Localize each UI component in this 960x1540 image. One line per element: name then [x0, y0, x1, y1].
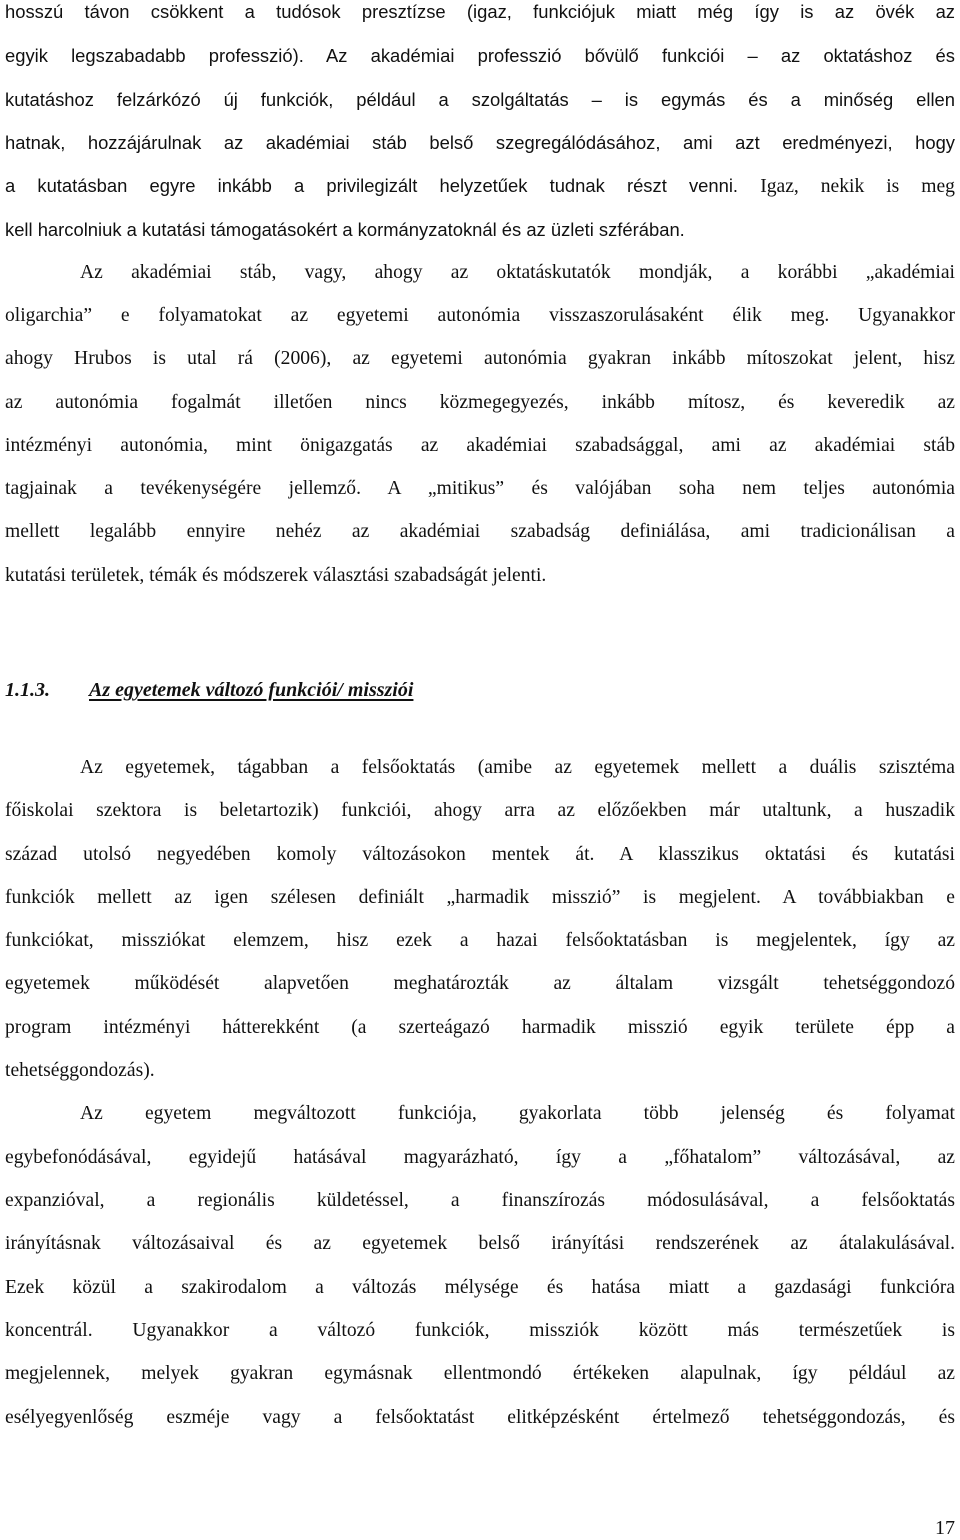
text-line: Az akadémiai stáb, vagy, ahogy az oktatáskutatók mondják, a korábbi „akadémiai	[80, 262, 955, 283]
text-line: mellett legalább ennyire nehéz az akadémiai szabadság definiálása, ami tradicionálisan a	[5, 521, 955, 542]
section-heading	[5, 678, 413, 702]
text-line: század utolsó negyedében komoly változásokon mentek át. A klasszikus oktatási és kutatási	[5, 844, 955, 865]
text-line: Az egyetem megváltozott funkciója, gyakorlata több jelenség és folyamat	[80, 1103, 955, 1124]
text-line: egyik legszabadabb professzió). Az akadémiai professzió bővülő funkciói – az oktatáshoz és	[5, 45, 955, 66]
text-line: hatnak, hozzájárulnak az akadémiai stáb belső szegregálódásához, ami azt eredményezi, hogy	[5, 132, 955, 153]
text-line: kutatási területek, témák és módszerek választási szabadságát jelenti.	[5, 565, 547, 586]
text-line: kell harcolniuk a kutatási támogatásokért a kormányzatoknál és az üzleti szférában.	[5, 219, 685, 240]
text-line: irányításnak változásaival és az egyetemek belső irányítási rendszerének az átalakulásával.	[5, 1233, 955, 1254]
text-line-tail: Igaz, nekik is meg	[760, 176, 955, 197]
text-line: intézményi autonómia, mint önigazgatás az akadémiai szabadsággal, ami az akadémiai stáb	[5, 435, 955, 456]
text-line: Az egyetemek, tágabban a felsőoktatás (amibe az egyetemek mellett a duális szisztéma	[80, 757, 955, 778]
text-line: főiskolai szektora is beletartozik) funkciói, ahogy arra az előzőekben már utaltunk, a huszadik	[5, 800, 955, 821]
text-line: koncentrál. Ugyanakkor a változó funkciók, missziók között más természetűek is	[5, 1320, 955, 1341]
text-line: esélyegyenlőség eszméje vagy a felsőoktatást elitképzésként értelmező tehetséggondozás, és	[5, 1407, 955, 1428]
text-line: az autonómia fogalmát illetően nincs közmegegyezés, inkább mítosz, és keveredik az	[5, 392, 955, 413]
text-line: Ezek közül a szakirodalom a változás mélysége és hatása miatt a gazdasági funkcióra	[5, 1277, 955, 1298]
text-line: oligarchia” e folyamatokat az egyetemi autonómia visszaszorulásaként élik meg. Ugyanakkor	[5, 305, 955, 326]
text-line: program intézményi hátterekként (a szerteágazó harmadik misszió egyik területe épp a	[5, 1017, 955, 1038]
text-line: funkciók mellett az igen szélesen definiált „harmadik misszió” is megjelent. A továbbiakban e	[5, 887, 955, 908]
text-line-head: a kutatásban egyre inkább a privilegizált helyzetűek tudnak részt venni.	[5, 175, 739, 196]
text-line: funkciókat, missziókat elemzem, hisz ezek a hazai felsőoktatásban is megjelentek, így az	[5, 930, 955, 951]
text-line: tehetséggondozás).	[5, 1060, 155, 1081]
section-title: Az egyetemek változó funkciói/ missziói	[89, 679, 414, 701]
text-line: kutatáshoz felzárkózó új funkciók, például a szolgáltatás – is egymás és a minőség ellen	[5, 89, 955, 110]
text-line-with-tail	[5, 174, 955, 198]
text-line: megjelennek, melyek gyakran egymásnak ellentmondó értékeken alapulnak, így például az	[5, 1363, 955, 1384]
text-line: expanzióval, a regionális küldetéssel, a finanszírozás módosulásával, a felsőoktatás	[5, 1190, 955, 1211]
text-line: ahogy Hrubos is utal rá (2006), az egyetemi autonómia gyakran inkább mítoszokat jelent, hisz	[5, 348, 955, 369]
page-number: 17	[935, 1517, 955, 1539]
text-line: hosszú távon csökkent a tudósok presztízse (igaz, funkciójuk miatt még így is az övék az	[5, 1, 955, 22]
text-line: egyetemek működését alapvetően meghatározták az általam vizsgált tehetséggondozó	[5, 973, 955, 994]
section-number: 1.1.3.	[5, 679, 50, 701]
text-line: egybefonódásával, egyidejű hatásával magyarázható, így a „főhatalom” változásával, az	[5, 1147, 955, 1168]
text-line: tagjainak a tevékenységére jellemző. A „mitikus” és valójában soha nem teljes autonómia	[5, 478, 955, 499]
